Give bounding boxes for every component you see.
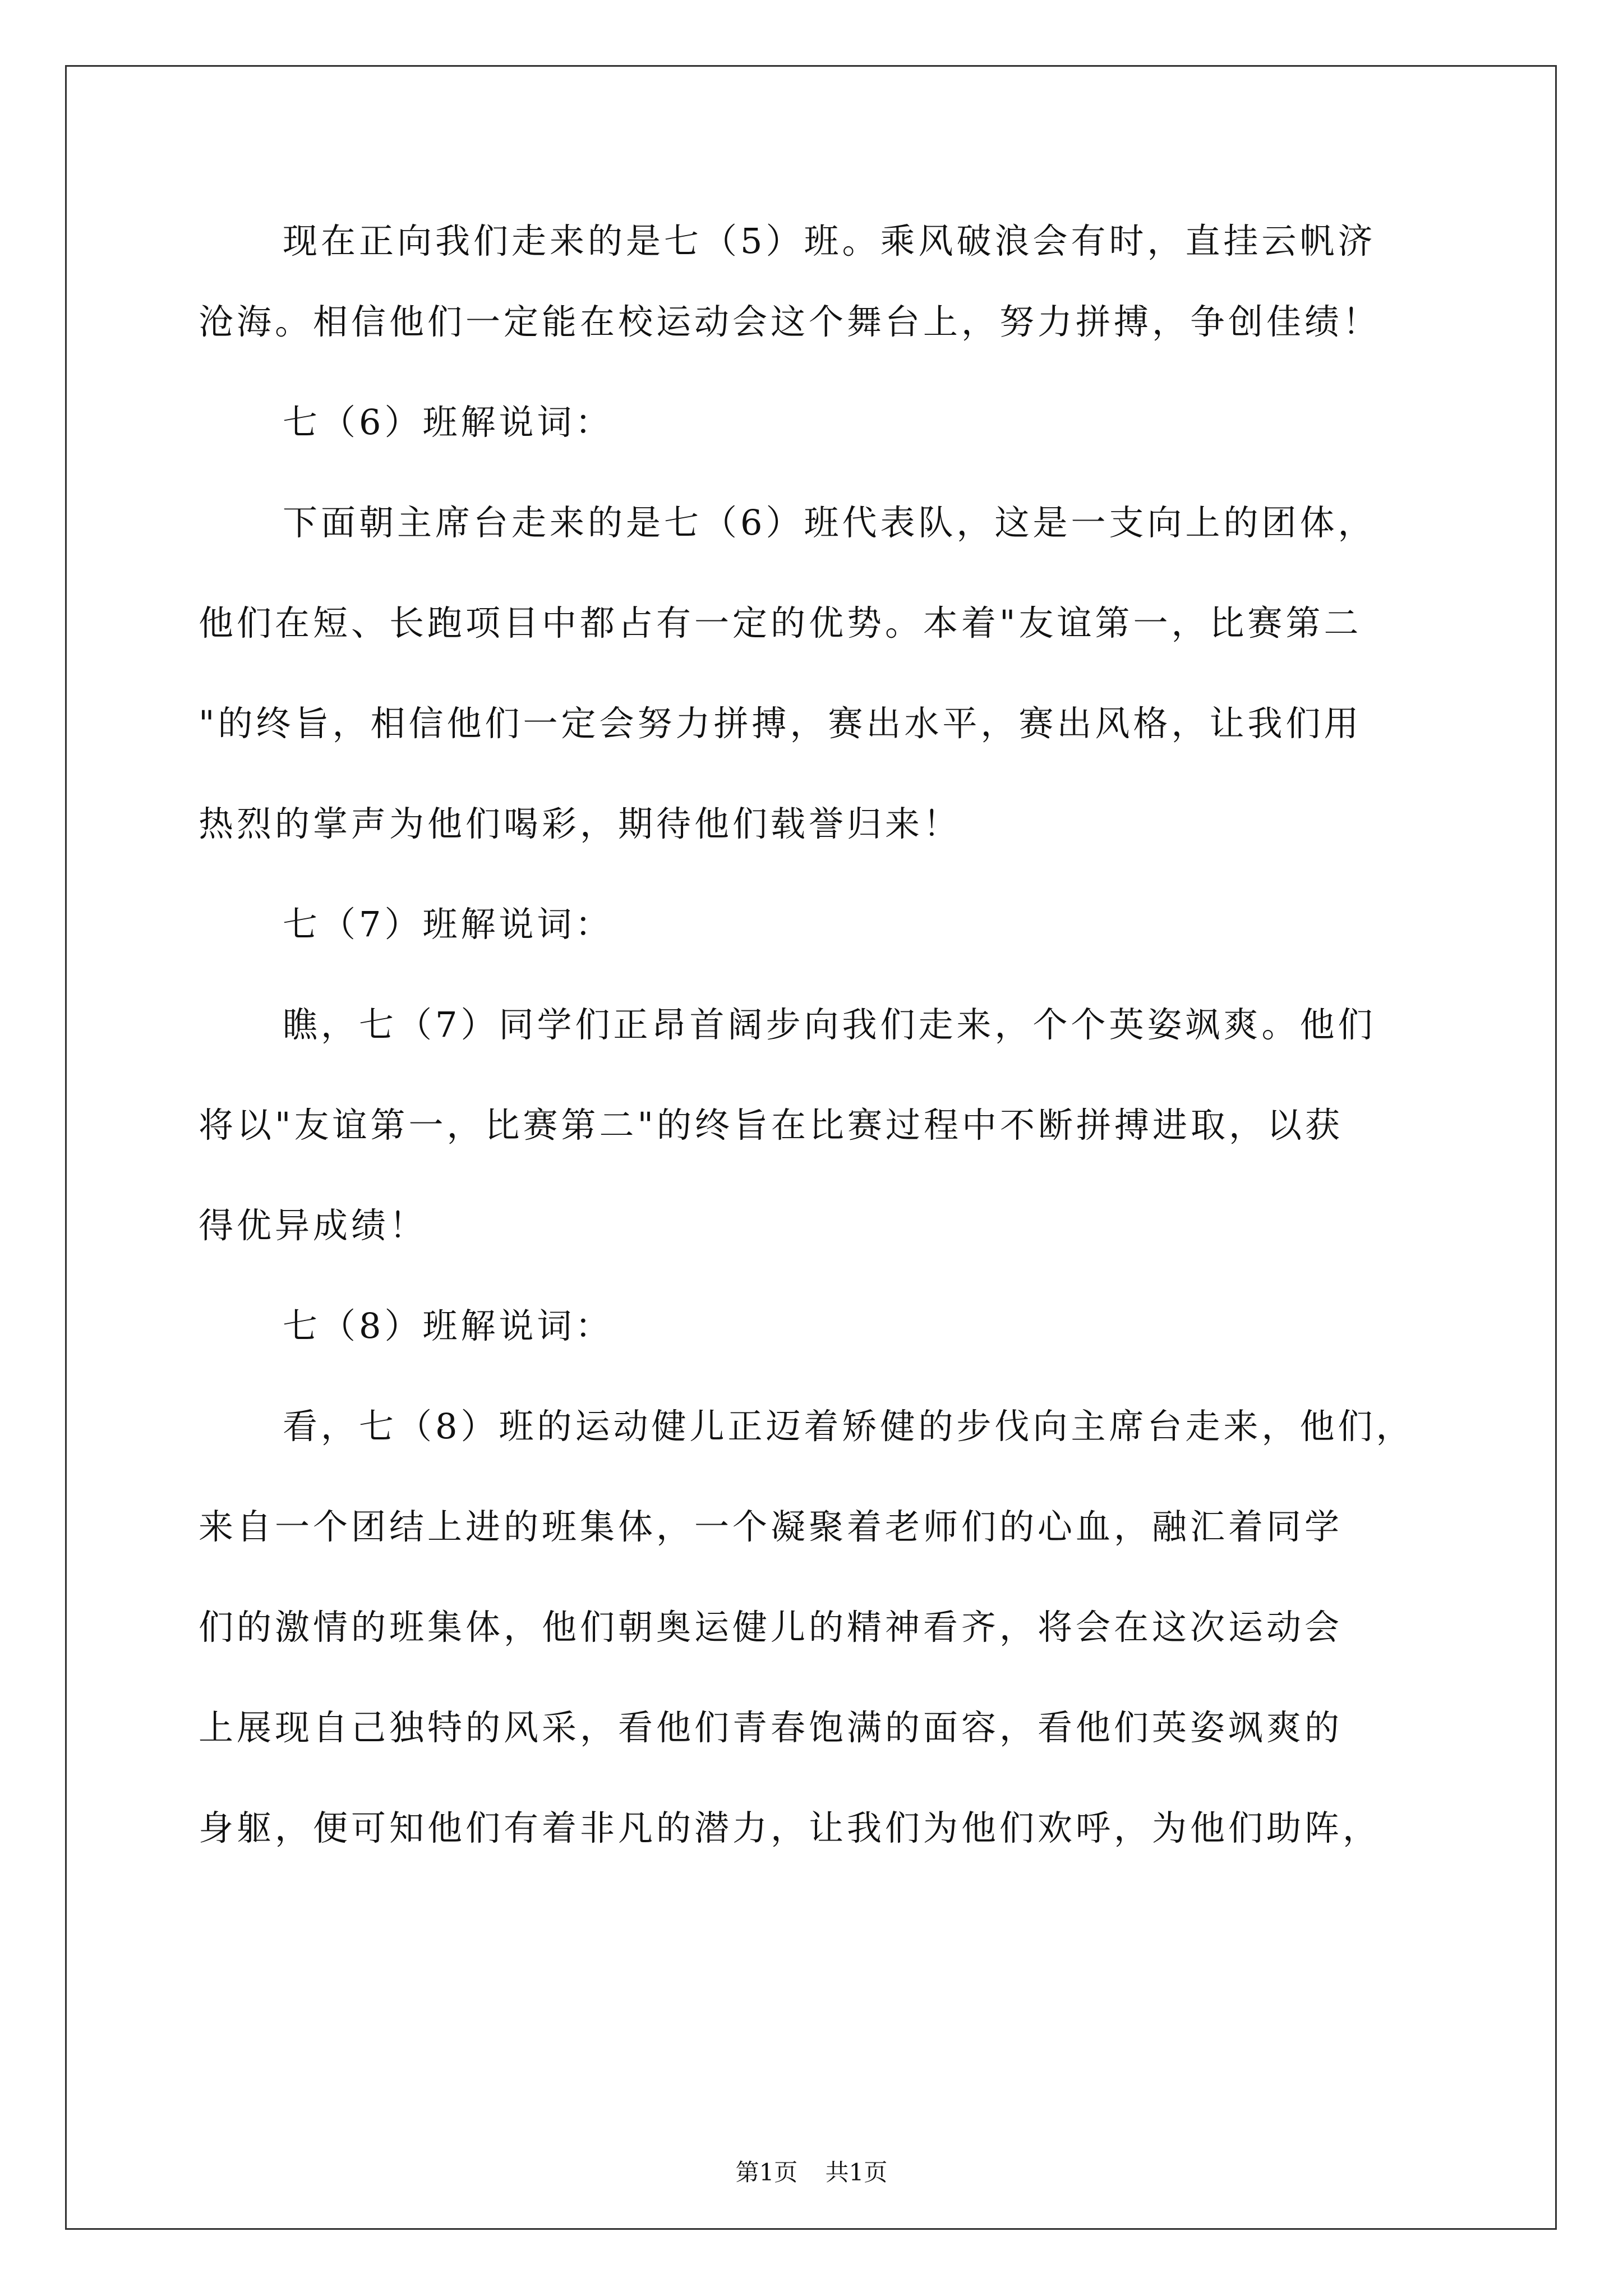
paragraph-line: 们的激情的班集体，他们朝奥运健儿的精神看齐，将会在这次运动会 bbox=[199, 1607, 1343, 1648]
page-total: 共1页 bbox=[825, 2159, 888, 2186]
paragraph-line: 瞧，七（7）同学们正昂首阔步向我们走来，个个英姿飒爽。他们 bbox=[283, 1004, 1376, 1045]
paragraph-line: 看，七（8）班的运动健儿正迈着矫健的步伐向主席台走来，他们， bbox=[283, 1406, 1414, 1447]
page-number: 第1页 bbox=[735, 2159, 798, 2186]
section-heading-class-6: 七（6）班解说词： bbox=[283, 402, 614, 443]
section-heading-class-8: 七（8）班解说词： bbox=[283, 1305, 614, 1346]
paragraph-line: 他们在短、长跑项目中都占有一定的优势。本着"友谊第一，比赛第二 bbox=[199, 602, 1362, 643]
paragraph-line: 沧海。相信他们一定能在校运动会这个舞台上，努力拼搏，争创佳绩！ bbox=[199, 301, 1381, 342]
paragraph-line: 热烈的掌声为他们喝彩，期待他们载誉归来！ bbox=[199, 803, 962, 844]
paragraph-line: 现在正向我们走来的是七（5）班。乘风破浪会有时，直挂云帆济 bbox=[283, 220, 1376, 261]
paragraph-line: 上展现自己独特的风采，看他们青春饱满的面容，看他们英姿飒爽的 bbox=[199, 1707, 1343, 1748]
paragraph-line: 得优异成绩！ bbox=[199, 1205, 428, 1246]
paragraph-line: "的终旨，相信他们一定会努力拼搏，赛出水平，赛出风格，让我们用 bbox=[199, 703, 1362, 744]
section-heading-class-7: 七（7）班解说词： bbox=[283, 904, 614, 945]
paragraph-line: 身躯，便可知他们有着非凡的潜力，让我们为他们欢呼，为他们助阵， bbox=[199, 1807, 1381, 1848]
paragraph-line: 来自一个团结上进的班集体，一个凝聚着老师们的心血，融汇着同学 bbox=[199, 1506, 1343, 1547]
page-footer bbox=[0, 2159, 1623, 2187]
paragraph-line: 将以"友谊第一，比赛第二"的终旨在比赛过程中不断拼搏进取，以获 bbox=[199, 1105, 1344, 1145]
paragraph-line: 下面朝主席台走来的是七（6）班代表队，这是一支向上的团体， bbox=[283, 502, 1376, 543]
